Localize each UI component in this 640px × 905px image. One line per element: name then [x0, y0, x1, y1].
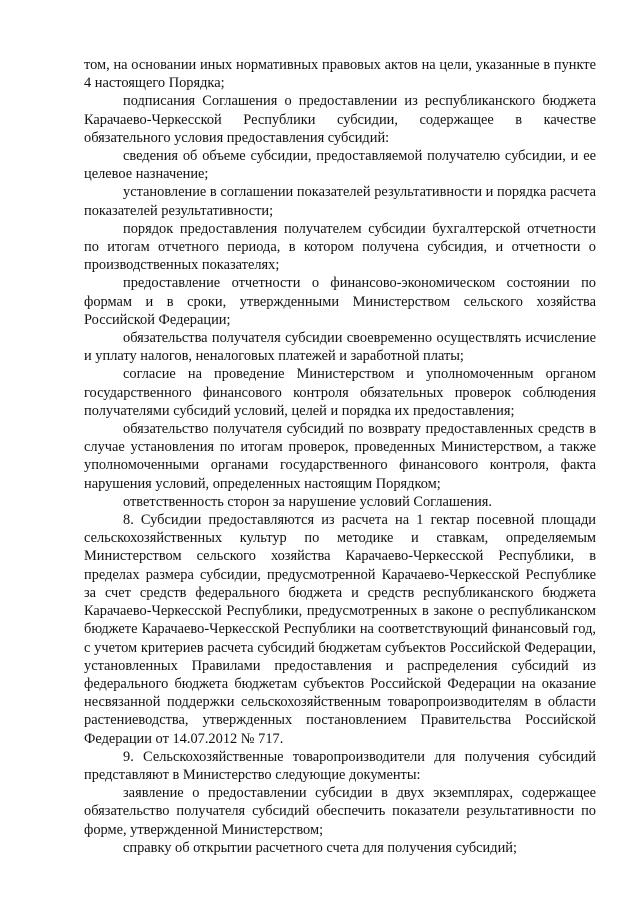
paragraph-accounting-reports: порядок предоставления получателем субсидии бухгалтерской отчетности по итогам отчетного периода, в котором получена субсидия, и отчетности о производственных показателях;: [84, 220, 596, 274]
paragraph-application: заявление о предоставлении субсидии в двух экземплярах, содержащее обязательство получателя субсидий обеспечить показатели результативности по форме, утвержденной Министерством;: [84, 785, 596, 838]
paragraph-continuation: том, на основании иных нормативных правовых актов на цели, указанные в пункте 4 настоящего Порядка;: [84, 57, 596, 92]
paragraph-performance-indicators: установление в соглашении показателей результативности и порядка расчета показателей результативности;: [84, 184, 596, 219]
paragraph-audit-consent: согласие на проведение Министерством и уполномоченным органом государственного финансового контроля обязательных проверок соблюдения получателями субсидий условий, целей и порядка их предоставления;: [84, 366, 596, 419]
paragraph-refund-obligation: обязательство получателя субсидий по возврату предоставленных средств в случае установления по итогам проверок, проведенных Министерством, а также уполномоченными органами государственного финансового контроля, факта нарушения условий, определенных настоящим Порядком;: [84, 421, 596, 492]
paragraph-clause-9: 9. Сельскохозяйственные товаропроизводители для получения субсидий представляют в Министерство следующие документы:: [84, 748, 596, 783]
paragraph-liability: ответственность сторон за нарушение условий Соглашения.: [123, 493, 492, 510]
paragraph-financial-reporting: предоставление отчетности о финансово-экономическом состоянии по формам и в сроки, утвержденными Министерством сельского хозяйства Российской Федерации;: [84, 275, 596, 328]
paragraph-tax-obligations: обязательства получателя субсидии своевременно осуществлять исчисление и уплату налогов, неналоговых платежей и заработной платы;: [84, 330, 596, 365]
paragraph-clause-8: 8. Субсидии предоставляются из расчета на 1 гектар посевной площади сельскохозяйственных культур по методике и ставкам, определяемым Министерством сельского хозяйства Карачаево-Черкесской Республики, в пределах размера субсидии, предусмотренной Карачаево-Черкесской Республике за счет средств федерального бюджета и средств республиканского бюджета Карачаево-Черкесской Республики, предусмотренных в законе о республиканском бюджете Карачаево-Черкесской Республики на соответствующий финансовый год, с учетом критериев расчета субсидий бюджетам субъектов Российской Федерации, установленных Правилами предоставления и распределения субсидий из федерального бюджета бюджетам субъектов Российской Федерации на оказание несвязанной поддержки сельскохозяйственным товаропроизводителям в области растениеводства, утвержденных постановлением Правительства Российской Федерации от 14.07.2012 № 717.: [84, 512, 596, 747]
paragraph-subsidy-amount: сведения об объеме субсидии, предоставляемой получателю субсидии, и ее целевое назначение;: [84, 148, 596, 183]
paragraph-agreement-signing: подписания Соглашения о предоставлении из республиканского бюджета Карачаево-Черкесской Республики субсидии, содержащее в качестве обязательного условия предоставления субсидий:: [84, 93, 596, 146]
document-page: [84, 56, 596, 857]
paragraph-bank-account: справку об открытии расчетного счета для получения субсидий;: [123, 839, 517, 856]
